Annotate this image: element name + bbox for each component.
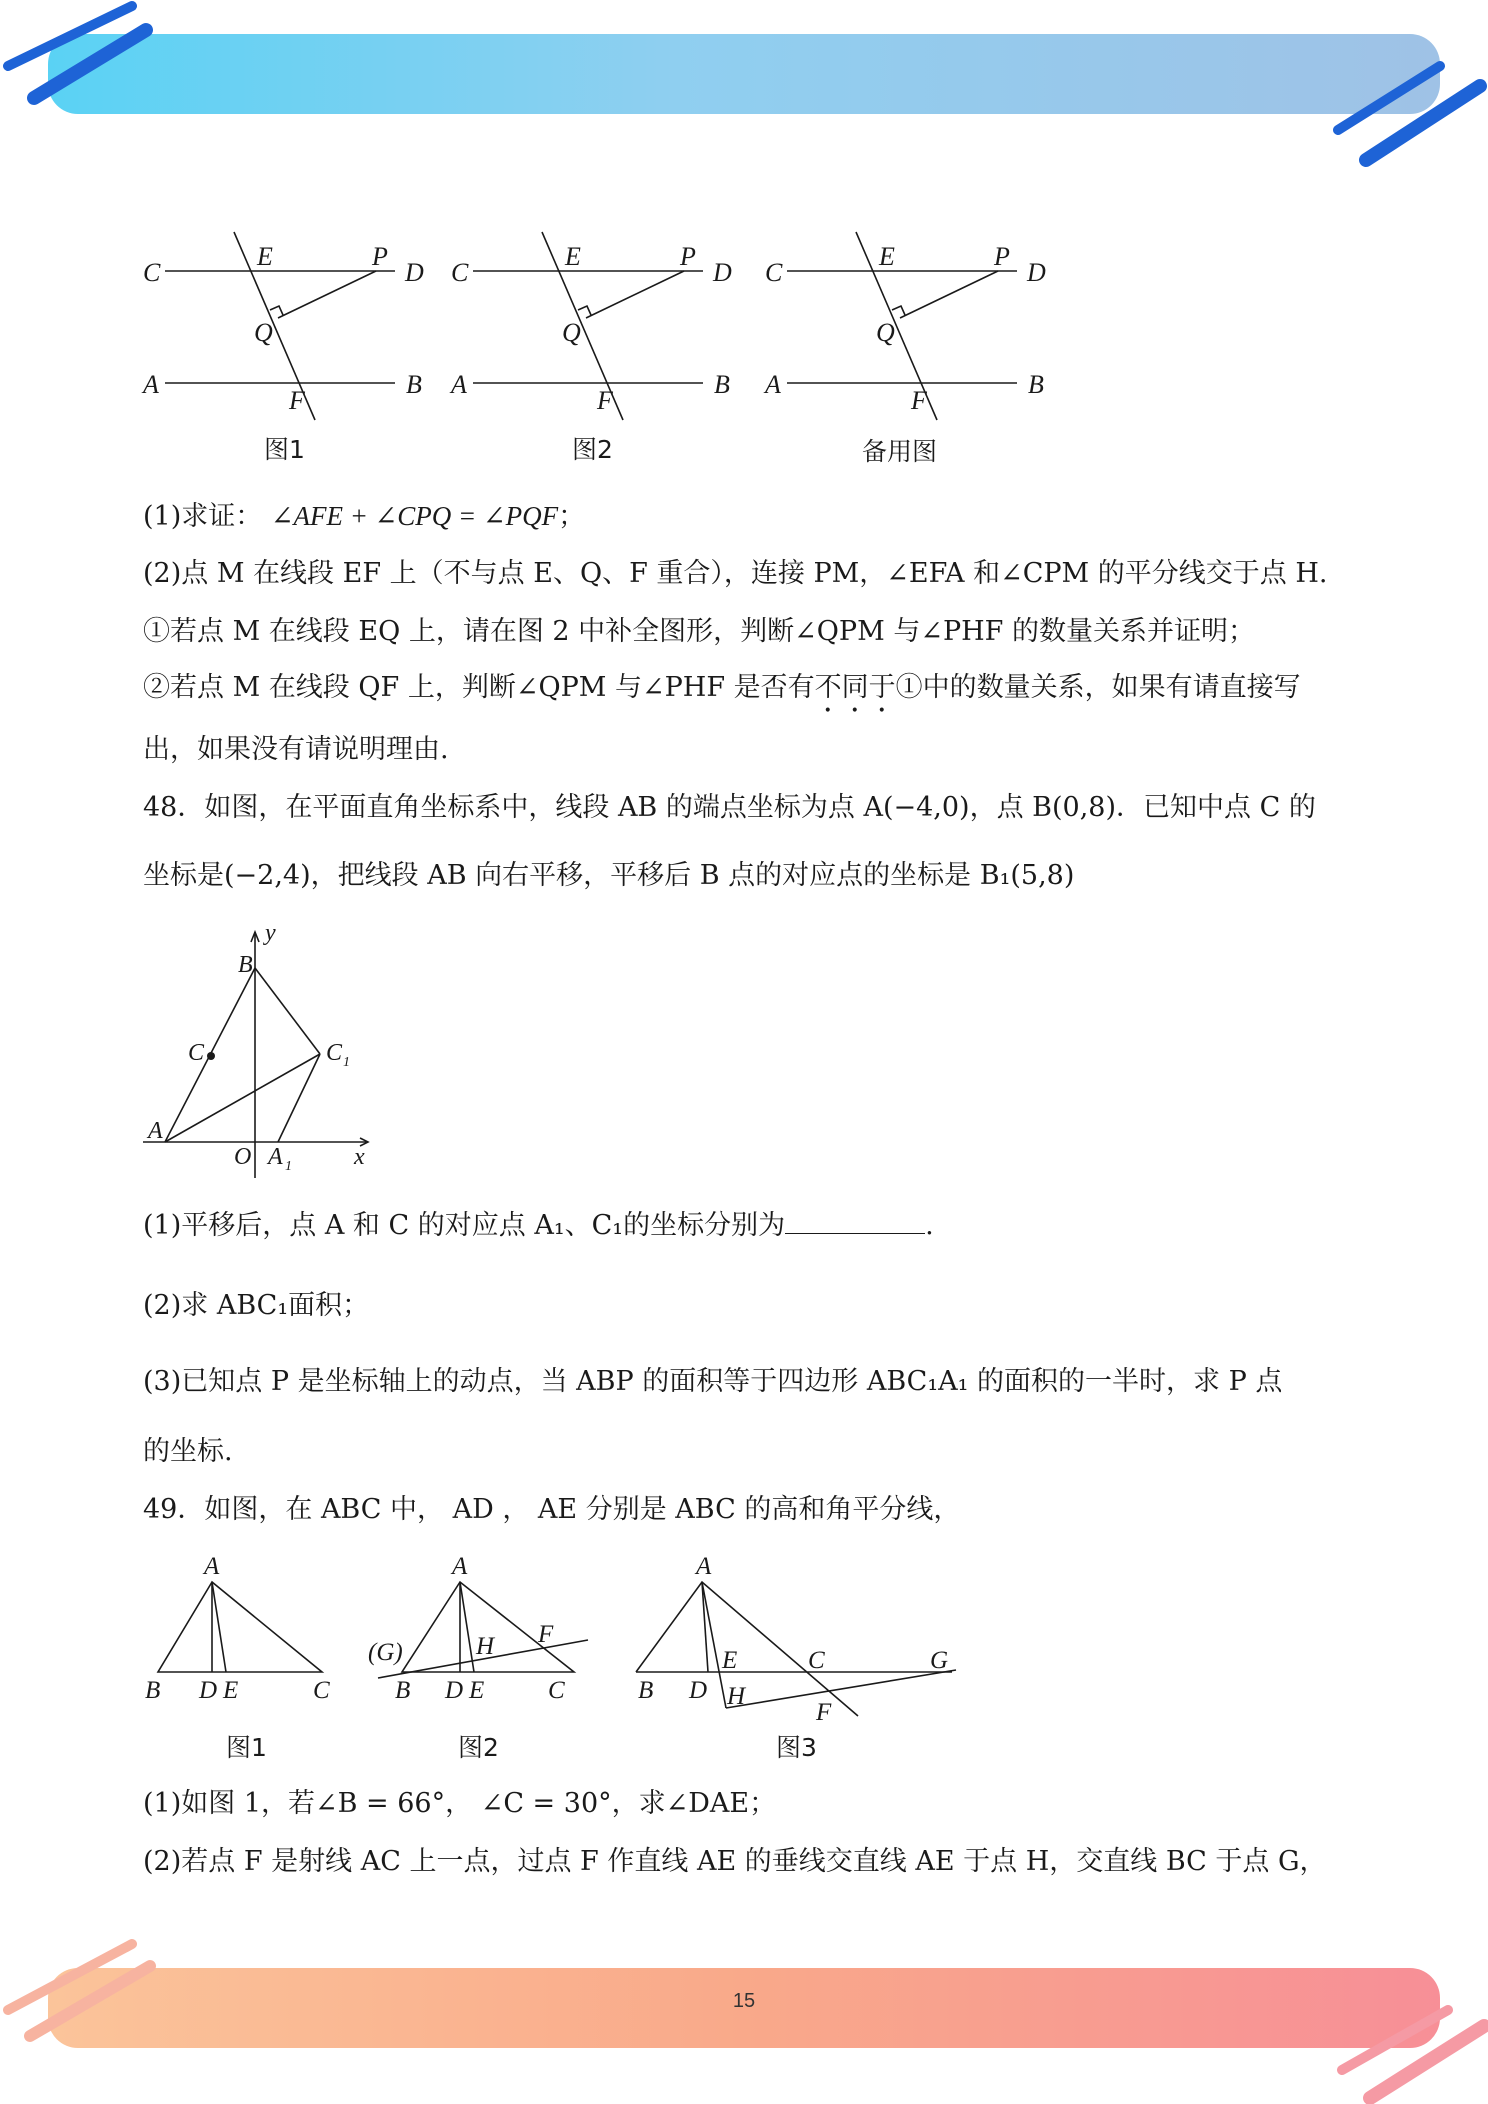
svg-text:F: F (911, 386, 927, 415)
svg-text:1: 1 (285, 1159, 292, 1174)
q49-part2: (2)若点 F 是射线 AC 上一点，过点 F 作直线 AE 的垂线交直线 AE 于点 H，交直线 BC 于点 G， (143, 1846, 1327, 1877)
page-number: 15 (732, 1990, 756, 2012)
svg-text:y: y (265, 920, 276, 946)
q48-stem-line1: 48．如图，在平面直角坐标系中，线段 AB 的端点坐标为点 A(−4,0)，点 B(0,8)．已知中点 C 的 (143, 792, 1316, 823)
svg-text:H: H (476, 1633, 495, 1660)
q47-part2: (2)点 M 在线段 EF 上（不与点 E、Q、F 重合），连接 PM，∠EFA 和∠CPM 的平分线交于点 H. (143, 558, 1328, 589)
svg-text:Q: Q (254, 318, 273, 347)
svg-text:F: F (289, 386, 305, 415)
svg-text:E: E (565, 242, 581, 271)
q49-stem: 49．如图，在 ABC 中， AD ， AE 分别是 ABC 的高和角平分线， (143, 1494, 961, 1525)
svg-text:D: D (199, 1677, 218, 1704)
svg-text:D: D (1027, 258, 1046, 287)
svg-text:F: F (816, 1699, 832, 1726)
q49-caption-3: 图3 (776, 1733, 817, 1762)
svg-text:C: C (451, 258, 469, 287)
svg-text:A: A (452, 1553, 468, 1580)
q47-part2-2: ②若点 M 在线段 QF 上，判断∠QPM 与∠PHF 是否有不同于①中的数量关系，如果有请直接写 (143, 672, 1301, 703)
svg-text:(G): (G) (368, 1639, 403, 1666)
svg-text:B: B (1028, 370, 1044, 399)
svg-text:F: F (538, 1621, 554, 1648)
q47-figures (0, 0, 1488, 480)
svg-text:O: O (234, 1144, 252, 1170)
svg-text:H: H (727, 1683, 746, 1710)
svg-text:D: D (689, 1677, 708, 1704)
svg-text:D: D (713, 258, 732, 287)
fig47-labels-2 (449, 242, 732, 415)
svg-text:C: C (548, 1677, 565, 1704)
fig47-caption-3: 备用图 (862, 437, 938, 466)
svg-text:C: C (326, 1040, 343, 1066)
svg-text:A: A (143, 370, 159, 399)
svg-text:D: D (445, 1677, 464, 1704)
q48-stem-line2: 坐标是(−2,4)，把线段 AB 向右平移，平移后 B 点的对应点的坐标是 B₁(5,8) (143, 860, 1075, 891)
svg-text:A: A (148, 1118, 163, 1144)
svg-text:Q: Q (876, 318, 895, 347)
q49-diagram-3 (636, 1582, 956, 1716)
segment-c1a1 (278, 1054, 320, 1142)
answer-blank[interactable] (785, 1207, 925, 1234)
svg-text:B: B (395, 1677, 411, 1704)
q49-diagram-1 (158, 1582, 322, 1672)
svg-text:1: 1 (343, 1055, 350, 1070)
svg-text:P: P (680, 242, 696, 271)
svg-text:x: x (354, 1144, 365, 1170)
svg-text:C: C (808, 1647, 825, 1674)
svg-text:A: A (765, 370, 781, 399)
svg-text:B: B (145, 1677, 161, 1704)
svg-text:B: B (638, 1677, 654, 1704)
q47-part1: (1)求证： ∠AFE + ∠CPQ = ∠PQF； (143, 501, 586, 532)
fig47-diagram-2 (473, 232, 703, 420)
point-c (207, 1052, 215, 1060)
svg-text:A: A (268, 1144, 283, 1170)
svg-text:E: E (469, 1677, 485, 1704)
q47-part2-1: ①若点 M 在线段 EQ 上，请在图 2 中补全图形，判断∠QPM 与∠PHF 的数量关系并证明； (143, 616, 1255, 647)
svg-text:B: B (714, 370, 730, 399)
fig47-labels-3 (763, 242, 1046, 415)
fig47-labels-1 (141, 242, 424, 415)
svg-text:A: A (696, 1553, 712, 1580)
q49-figures (0, 1540, 1000, 1780)
svg-text:E: E (257, 242, 273, 271)
svg-text:A: A (451, 370, 467, 399)
q47-part2-2-cont: 出，如果没有请说明理由. (143, 734, 449, 765)
svg-text:C: C (143, 258, 161, 287)
q49-caption-2: 图2 (458, 1733, 499, 1762)
svg-text:P: P (372, 242, 388, 271)
segment-bc1 (255, 968, 320, 1054)
svg-text:E: E (879, 242, 895, 271)
svg-text:D: D (405, 258, 424, 287)
q48-part3: (3)已知点 P 是坐标轴上的动点，当 ABP 的面积等于四边形 ABC₁A₁ 的面积的一半时，求 P 点 (143, 1366, 1283, 1397)
fig47-caption-2: 图2 (572, 435, 613, 464)
q49-caption-1: 图1 (226, 1733, 267, 1762)
q48-part1: (1)平移后，点 A 和 C 的对应点 A₁、C₁的坐标分别为 . (143, 1206, 934, 1246)
svg-text:P: P (994, 242, 1010, 271)
q48-part3-cont: 的坐标. (143, 1436, 233, 1467)
svg-text:B: B (406, 370, 422, 399)
svg-text:E: E (223, 1677, 239, 1704)
fig47-diagram-1 (165, 232, 395, 420)
q49-part1: (1)如图 1，若∠B = 66°， ∠C = 30°，求∠DAE； (143, 1788, 777, 1819)
q48-coordinate-figure (0, 920, 420, 1180)
q49-diagram-2 (378, 1582, 588, 1678)
svg-text:C: C (765, 258, 783, 287)
svg-text:B: B (238, 952, 253, 978)
q48-part2: (2)求 ABC₁面积； (143, 1290, 370, 1321)
svg-text:C: C (313, 1677, 330, 1704)
svg-text:E: E (722, 1647, 738, 1674)
fig47-diagram-3 (787, 232, 1017, 420)
fig47-caption-1: 图1 (264, 435, 305, 464)
svg-text:G: G (930, 1647, 949, 1674)
svg-text:Q: Q (562, 318, 581, 347)
svg-text:A: A (204, 1553, 220, 1580)
svg-text:F: F (597, 386, 613, 415)
svg-text:C: C (188, 1040, 205, 1066)
